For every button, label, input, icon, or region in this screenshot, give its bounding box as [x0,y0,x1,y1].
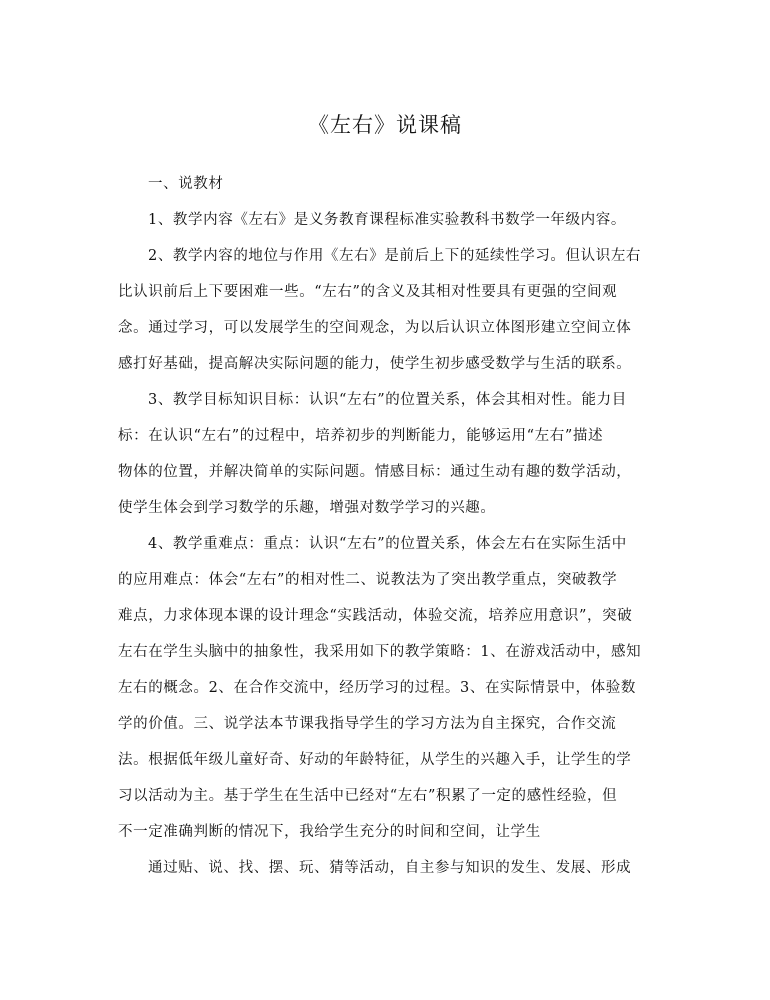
text-line: 念。通过学习，可以发展学生的空间观念，为以后认识立体图形建立空间立体 [118,320,632,336]
text-line: 比认识前后上下要困难一些。“左右”的含义及其相对性要具有更强的空间观 [118,284,618,300]
text-line: 感打好基础，提高解决实际问题的能力，使学生初步感受数学与生活的联系。 [118,356,632,372]
text-line: 法。根据低年级儿童好奇、好动的年龄特征，从学生的兴趣入手，让学生的学 [118,752,632,768]
text-line: 4、教学重难点：重点：认识“左右”的位置关系，体会左右在实际生活中 [148,536,627,552]
text-line: 标：在认识“左右”的过程中，培养初步的判断能力，能够运用“左右”描述 [118,428,604,444]
text-line: 使学生体会到学习数学的乐趣，增强对数学学习的兴趣。 [118,500,496,516]
text-line: 学的价值。三、说学法本节课我指导学生的学习方法为自主探究，合作交流 [118,716,617,732]
text-line: 习以活动为主。基于学生在生活中已经对“左右”积累了一定的感性经验，但 [118,788,618,804]
text-line: 1、教学内容《左右》是义务教育课程标准实验教科书数学一年级内容。 [148,212,626,228]
document-body [118,166,653,886]
text-line: 左右在学生头脑中的抽象性，我采用如下的教学策略：1、在游戏活动中，感知 [118,644,642,660]
text-line: 物体的位置，并解决简单的实际问题。情感目标：通过生动有趣的数学活动， [118,464,632,480]
text-line: 难点，力求体现本课的设计理念“实践活动，体验交流，培养应用意识”，突破 [118,608,633,624]
text-line: 2、教学内容的地位与作用《左右》是前后上下的延续性学习。但认识左右 [148,248,642,264]
text-line: 3、教学目标知识目标：认识“左右”的位置关系，体会其相对性。能力目 [148,392,627,408]
text-line: 不一定准确判断的情况下，我给学生充分的时间和空间，让学生 [118,824,541,840]
document-title: 《左右》说课稿 [308,113,462,137]
text-line: 的应用难点：体会“左右”的相对性二、说教法为了突出教学重点，突破教学 [118,572,618,588]
text-line: 一、说教材 [148,176,224,192]
text-line: 通过贴、说、找、摆、玩、猜等活动，自主参与知识的发生、发展、形成 [148,860,632,876]
text-line: 左右的概念。2、在合作交流中，经历学习的过程。3、在实际情景中，体验数 [118,680,636,696]
